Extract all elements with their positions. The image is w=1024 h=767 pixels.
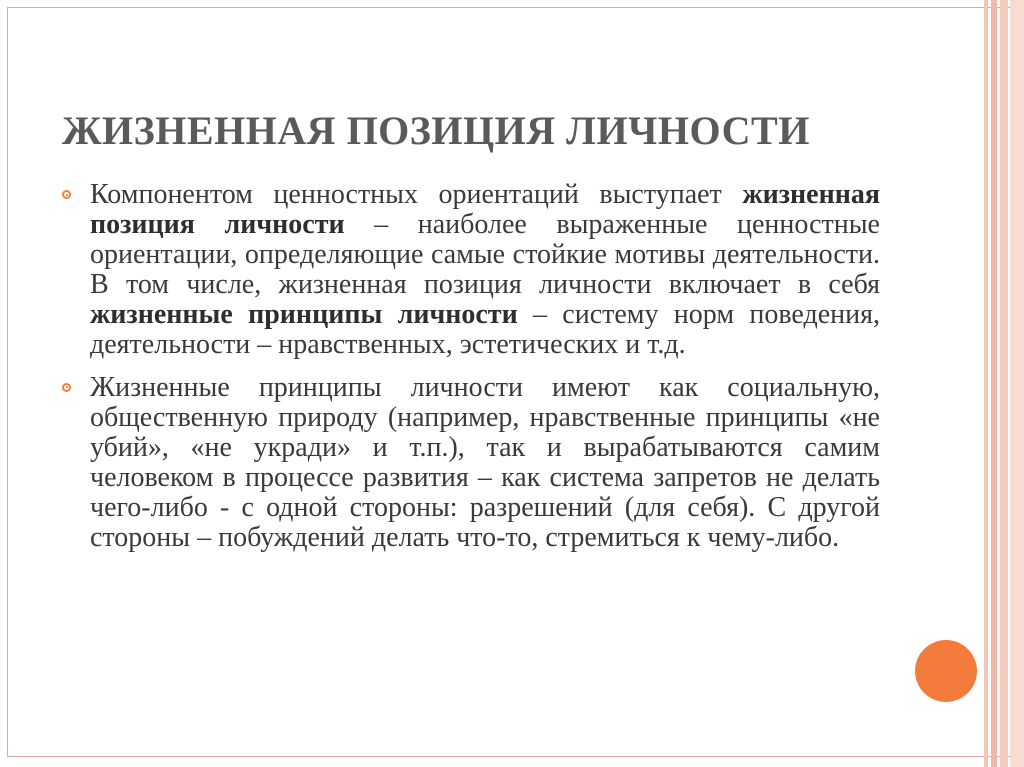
bullet-bold-text: жизненная позиция личности — [90, 179, 880, 241]
ring-bullet-icon — [62, 383, 71, 392]
orange-circle-decor — [915, 640, 977, 702]
decor-stripe — [984, 0, 988, 767]
ring-bullet-icon — [62, 190, 71, 199]
bullet-text: Компонентом ценностных ориентаций выступает — [90, 179, 743, 210]
bullet-list — [62, 180, 880, 565]
bullet-bold-text: жизненные принципы личности — [90, 299, 518, 331]
bullet-text: Жизненные принципы личности имеют как социальную, общественную природу (например, нравственные принципы «не убий», «не укради» и т.п.), так и вырабатываются самим человеком в процессе развития – как система запретов не делать чего-либо - с одной стороны: разрешений (для себя). С другой стороны – побуждений делать что-то, стремиться к чему-либо. — [90, 371, 880, 554]
decor-stripe — [1000, 0, 1008, 767]
bullet-text: – систему норм поведения, деятельности – нравственных, эстетических и т.д. — [90, 299, 880, 361]
bullet-text: – наиболее выраженные ценностные ориентации, определяющие самые стойкие мотивы деятельности. В том числе, жизненная позиция личности включает в себя — [90, 209, 880, 301]
decor-stripe — [991, 0, 997, 767]
bullet-item — [62, 373, 880, 554]
slide-title: ЖИЗНЕННАЯ ПОЗИЦИЯ ЛИЧНОСТИ — [62, 108, 810, 153]
decor-stripe — [1010, 0, 1024, 767]
bullet-item — [62, 180, 880, 361]
